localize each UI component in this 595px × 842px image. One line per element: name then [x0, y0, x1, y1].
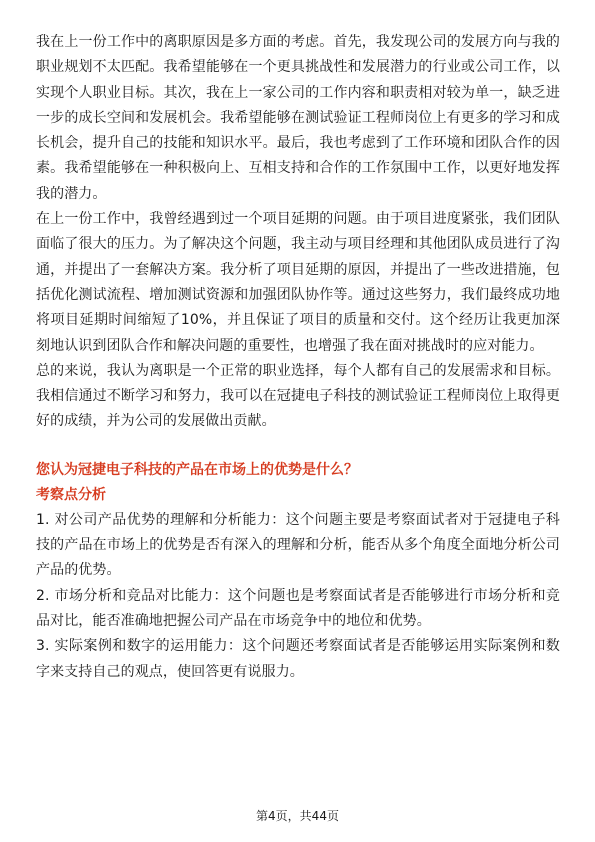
analysis-point: 3. 实际案例和数字的运用能力：这个问题还考察面试者是否能够运用实际案例和数字来支持自己的观点，使回答更有说服力。	[36, 638, 560, 680]
analysis-point: 2. 市场分析和竞品对比能力：这个问题也是考察面试者是否能够进行市场分析和竞品对比，能否准确地把握公司产品在市场竞争中的地位和优势。	[36, 587, 560, 629]
analysis-point: 1. 对公司产品优势的理解和分析能力：这个问题主要是考察面试者对于冠捷电子科技的产品在市场上的优势是否有深入的理解和分析，能否从多个角度全面地分析公司产品的优势。	[36, 511, 560, 579]
body-paragraph: 总的来说，我认为离职是一个正常的职业选择，每个人都有自己的发展需求和目标。我相信通过不断学习和努力，我可以在冠捷电子科技的测试验证工程师岗位上取得更好的成绩，并为公司的发展做出贡献。	[36, 362, 560, 430]
page-number: 第4页，共44页	[256, 809, 339, 823]
body-paragraph: 我在上一份工作中的离职原因是多方面的考虑。首先，我发现公司的发展方向与我的职业规划不太匹配。我希望能够在一个更具挑战性和发展潜力的行业或公司工作，以实现个人职业目标。其次，我在上一家公司的工作内容和职责相对较为单一，缺乏进一步的成长空间和发展机会。我希望能够在测试验证工程师岗位上有更多的学习和成长机会，提升自己的技能和知识水平。最后，我也考虑到了工作环境和团队合作的因素。我希望能够在一种积极向上、互相支持和合作的工作氛围中工作，以更好地发挥我的潜力。	[36, 34, 560, 202]
analysis-section-title: 考察点分析	[36, 486, 106, 503]
question-title: 您认为冠捷电子科技的产品在市场上的优势是什么？	[36, 461, 358, 478]
page-content	[36, 30, 560, 685]
body-paragraph: 在上一份工作中，我曾经遇到过一个项目延期的问题。由于项目进度紧张，我们团队面临了很大的压力。为了解决这个问题，我主动与项目经理和其他团队成员进行了沟通，并提出了一套解决方案。我分析了项目延期的原因，并提出了一些改进措施，包括优化测试流程、增加测试资源和加强团队协作等。通过这些努力，我们最终成功地将项目延期时间缩短了10%，并且保证了项目的质量和交付。这个经历让我更加深刻地认识到团队合作和解决问题的重要性，也增强了我在面对挑战时的应对能力。	[36, 211, 560, 354]
section-gap	[36, 435, 560, 457]
